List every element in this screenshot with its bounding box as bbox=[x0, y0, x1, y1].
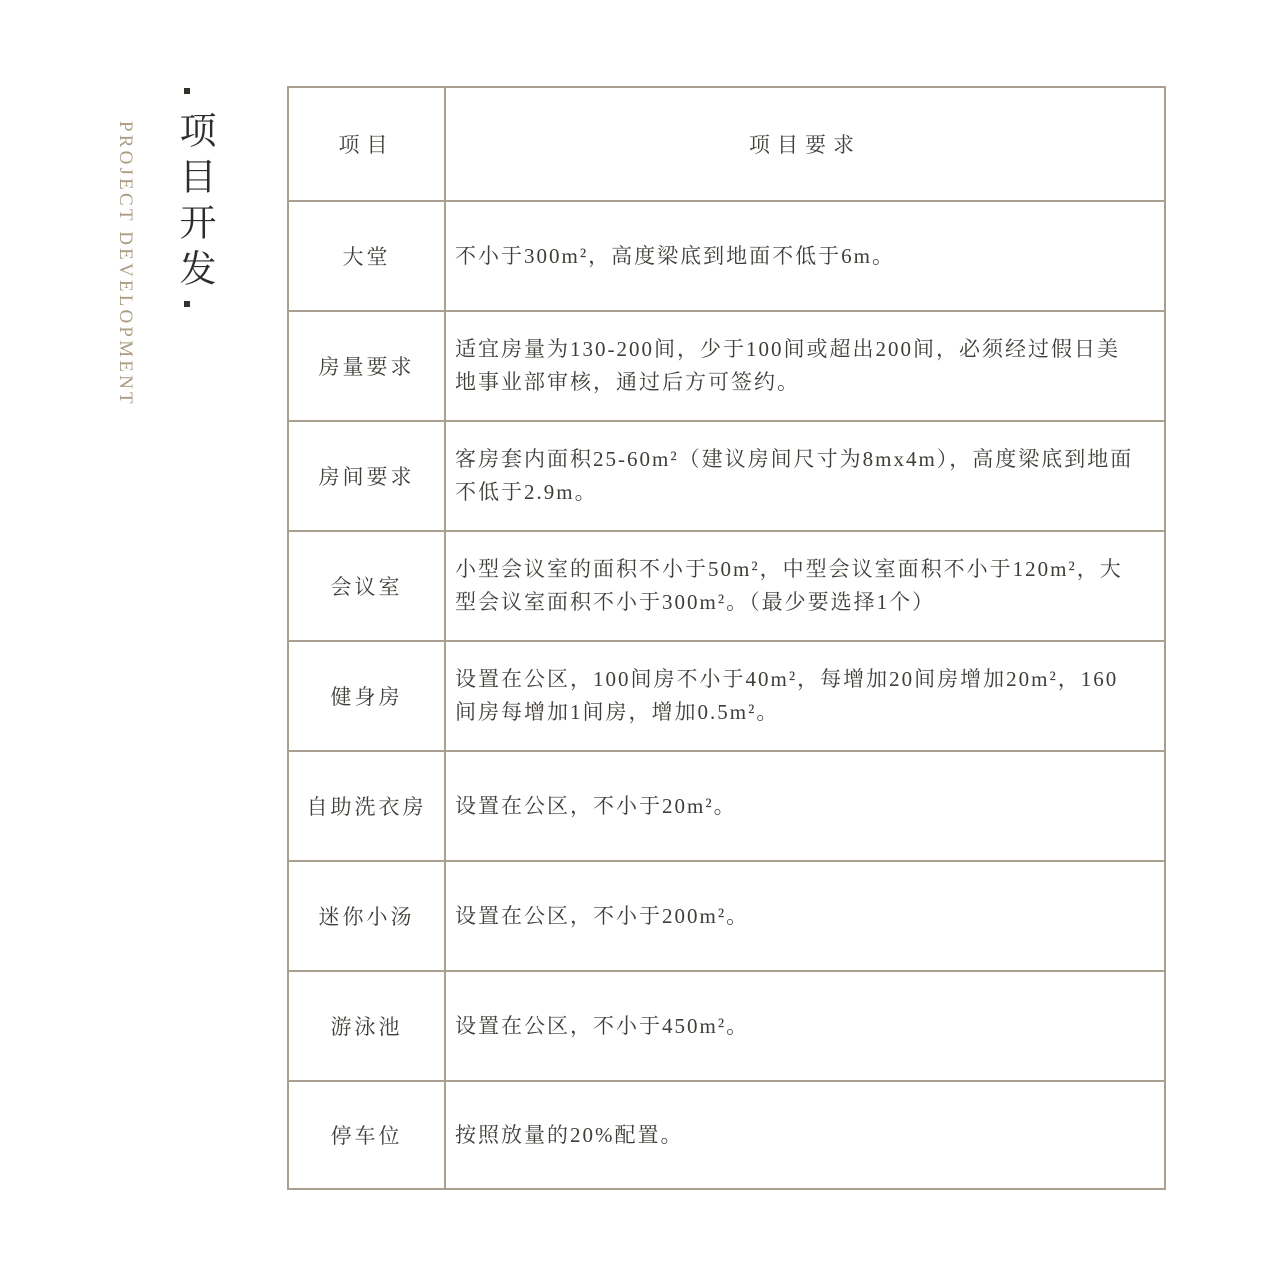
requirement-cell: 不小于300m²，高度梁底到地面不低于6m。 bbox=[445, 201, 1165, 311]
requirement-cell: 适宜房量为130-200间，少于100间或超出200间，必须经过假日美地事业部审核，通过后方可签约。 bbox=[445, 311, 1165, 421]
table-row bbox=[288, 641, 1165, 751]
column-header-requirement: 项目要求 bbox=[445, 87, 1165, 201]
item-cell: 游泳池 bbox=[288, 971, 445, 1081]
requirement-cell: 设置在公区，100间房不小于40m²，每增加20间房增加20m²，160间房每增加1间房，增加0.5m²。 bbox=[445, 641, 1165, 751]
ornament-dot-bottom bbox=[184, 301, 190, 307]
table-row bbox=[288, 1081, 1165, 1189]
ornament-dot-top bbox=[184, 88, 190, 94]
requirement-cell: 设置在公区，不小于450m²。 bbox=[445, 971, 1165, 1081]
requirement-cell: 小型会议室的面积不小于50m²，中型会议室面积不小于120m²，大型会议室面积不小于300m²。（最少要选择1个） bbox=[445, 531, 1165, 641]
requirement-cell: 按照放量的20%配置。 bbox=[445, 1081, 1165, 1189]
table-row bbox=[288, 751, 1165, 861]
item-cell: 自助洗衣房 bbox=[288, 751, 445, 861]
table-row bbox=[288, 531, 1165, 641]
item-cell: 会议室 bbox=[288, 531, 445, 641]
table-row bbox=[288, 971, 1165, 1081]
item-cell: 房量要求 bbox=[288, 311, 445, 421]
column-header-item: 项目 bbox=[288, 87, 445, 201]
item-cell: 迷你小汤 bbox=[288, 861, 445, 971]
table-row bbox=[288, 861, 1165, 971]
table-header-row bbox=[288, 87, 1165, 201]
requirement-cell: 设置在公区，不小于20m²。 bbox=[445, 751, 1165, 861]
item-cell: 健身房 bbox=[288, 641, 445, 751]
item-cell: 停车位 bbox=[288, 1081, 445, 1189]
table-row bbox=[288, 421, 1165, 531]
table-row bbox=[288, 311, 1165, 421]
page-subtitle-en: PROJECT DEVELOPMENT bbox=[115, 121, 136, 407]
table-row bbox=[288, 201, 1165, 311]
requirement-cell: 客房套内面积25-60m²（建议房间尺寸为8mx4m），高度梁底到地面不低于2.9m。 bbox=[445, 421, 1165, 531]
requirements-table bbox=[287, 86, 1166, 1190]
page-title: 项目开发 bbox=[173, 111, 214, 295]
item-cell: 房间要求 bbox=[288, 421, 445, 531]
requirement-cell: 设置在公区，不小于200m²。 bbox=[445, 861, 1165, 971]
item-cell: 大堂 bbox=[288, 201, 445, 311]
